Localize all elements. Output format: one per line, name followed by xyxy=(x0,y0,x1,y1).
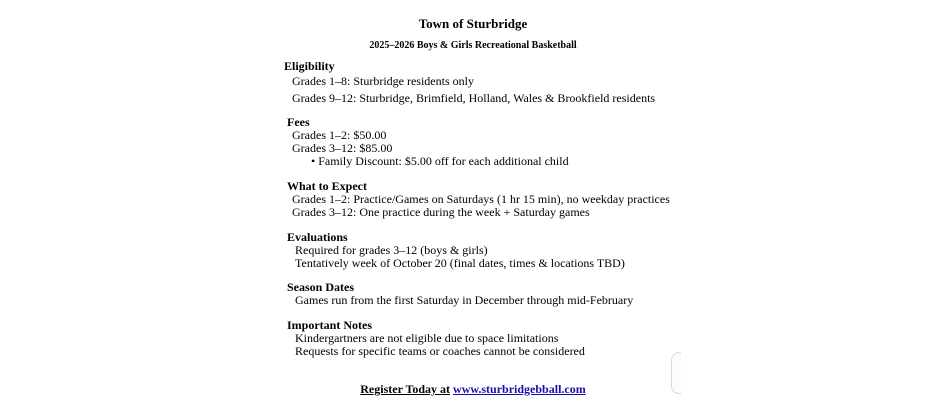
side-panel-tab[interactable] xyxy=(671,352,681,394)
season-dates-line-1: Games run from the first Saturday in December through mid-February xyxy=(295,293,634,307)
register-footer xyxy=(0,382,942,397)
register-link[interactable]: www.sturbridgebball.com xyxy=(453,382,586,396)
important-notes-section xyxy=(284,319,585,358)
eligibility-line-2: Grades 9–12: Sturbridge, Brimfield, Holland, Wales & Brookfield residents xyxy=(292,91,656,105)
important-notes-heading: Important Notes xyxy=(287,318,372,332)
fees-line-2: Grades 3–12: $85.00 xyxy=(292,141,393,155)
page-subtitle: 2025–2026 Boys & Girls Recreational Basketball xyxy=(369,40,577,51)
evaluations-heading: Evaluations xyxy=(287,230,348,244)
fees-line-1: Grades 1–2: $50.00 xyxy=(292,128,387,142)
fees-section xyxy=(284,116,569,168)
evaluations-line-1: Required for grades 3–12 (boys & girls) xyxy=(295,243,488,257)
what-to-expect-heading: What to Expect xyxy=(287,179,367,193)
what-to-expect-line-2: Grades 3–12: One practice during the week + Saturday games xyxy=(292,205,590,219)
eligibility-section xyxy=(284,60,655,105)
page-title: Town of Sturbridge xyxy=(418,16,528,31)
fees-heading: Fees xyxy=(287,115,310,129)
what-to-expect-line-1: Grades 1–2: Practice/Games on Saturdays (1 hr 15 min), no weekday practices xyxy=(292,192,670,206)
what-to-expect-section xyxy=(284,180,670,219)
season-dates-section xyxy=(284,281,633,307)
register-lead-text: Register Today at xyxy=(360,382,451,396)
family-discount-item: • Family Discount: $5.00 off for each additional child xyxy=(311,154,569,168)
evaluations-section xyxy=(284,231,625,270)
important-notes-line-1: Kindergartners are not eligible due to space limitations xyxy=(295,331,559,345)
eligibility-heading: Eligibility xyxy=(284,59,335,73)
evaluations-line-2: Tentatively week of October 20 (final dates, times & locations TBD) xyxy=(295,256,625,270)
season-dates-heading: Season Dates xyxy=(287,280,355,294)
important-notes-line-2: Requests for specific teams or coaches cannot be considered xyxy=(295,344,585,358)
eligibility-line-1: Grades 1–8: Sturbridge residents only xyxy=(292,74,474,88)
